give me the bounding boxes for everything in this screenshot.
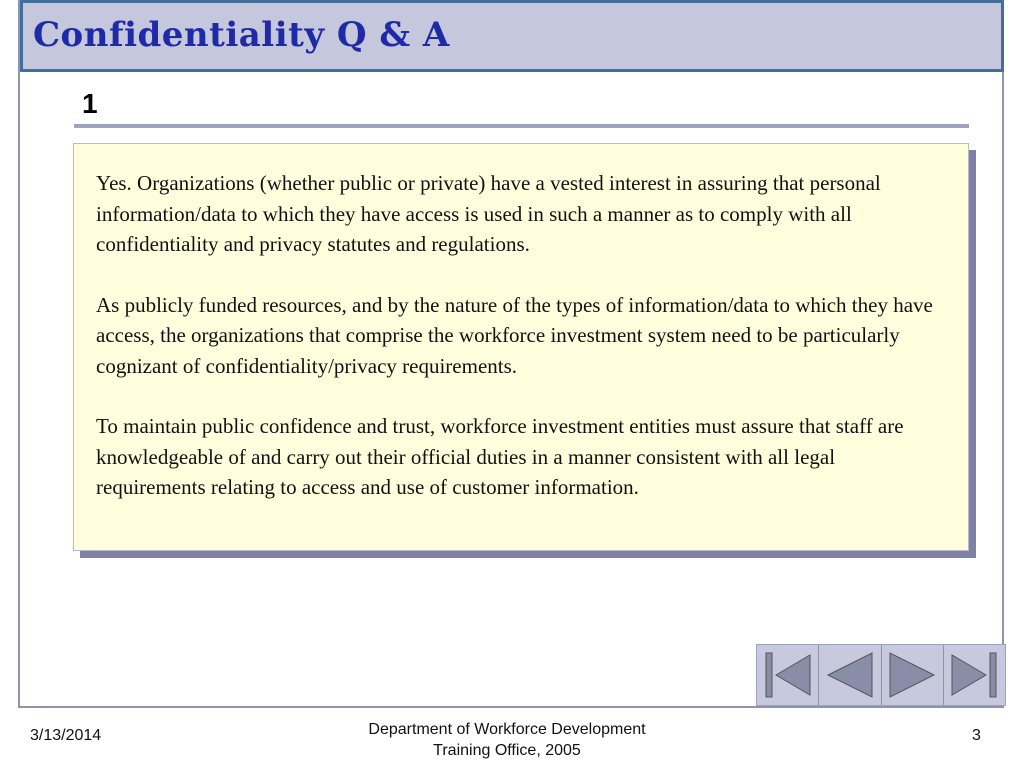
last-slide-button[interactable] xyxy=(944,645,1005,705)
answer-box xyxy=(73,143,969,551)
footer-department: Department of Workforce Development xyxy=(368,721,646,738)
answer-paragraph: As publicly funded resources, and by the nature of the types of information/data to which they have access, the organizations that comprise the workforce investment system need to be particularly cognizant of confidentiality/privacy requirements. xyxy=(96,292,933,378)
question-number: 1 xyxy=(82,88,98,119)
answer-paragraph: Yes. Organizations (whether public or private) have a vested interest in assuring that personal information/data to which they have access is used in such a manner as to comply with all confidentiality and privacy statutes and regulations. xyxy=(96,171,881,256)
skip-to-start-icon xyxy=(762,649,814,701)
triangle-left-icon xyxy=(824,649,876,701)
skip-to-end-icon xyxy=(948,649,1000,701)
answer-paragraph: To maintain public confidence and trust, workforce investment entities must assure that staff are knowledgeable of and carry out their official duties in a manner consistent with all legal requirements relating to access and use of customer information. xyxy=(96,414,904,499)
footer-organization xyxy=(300,719,714,761)
triangle-right-icon xyxy=(886,649,938,701)
slide-title: Confidentiality Q & A xyxy=(33,15,450,55)
footer-office: Training Office, 2005 xyxy=(433,742,581,759)
next-slide-button[interactable] xyxy=(882,645,944,705)
title-divider xyxy=(74,124,969,128)
footer-page-number: 3 xyxy=(972,727,981,744)
previous-slide-button[interactable] xyxy=(819,645,881,705)
slide-navigation xyxy=(756,644,1006,706)
title-bar xyxy=(20,0,1004,72)
first-slide-button[interactable] xyxy=(757,645,819,705)
footer-date: 3/13/2014 xyxy=(30,727,102,744)
